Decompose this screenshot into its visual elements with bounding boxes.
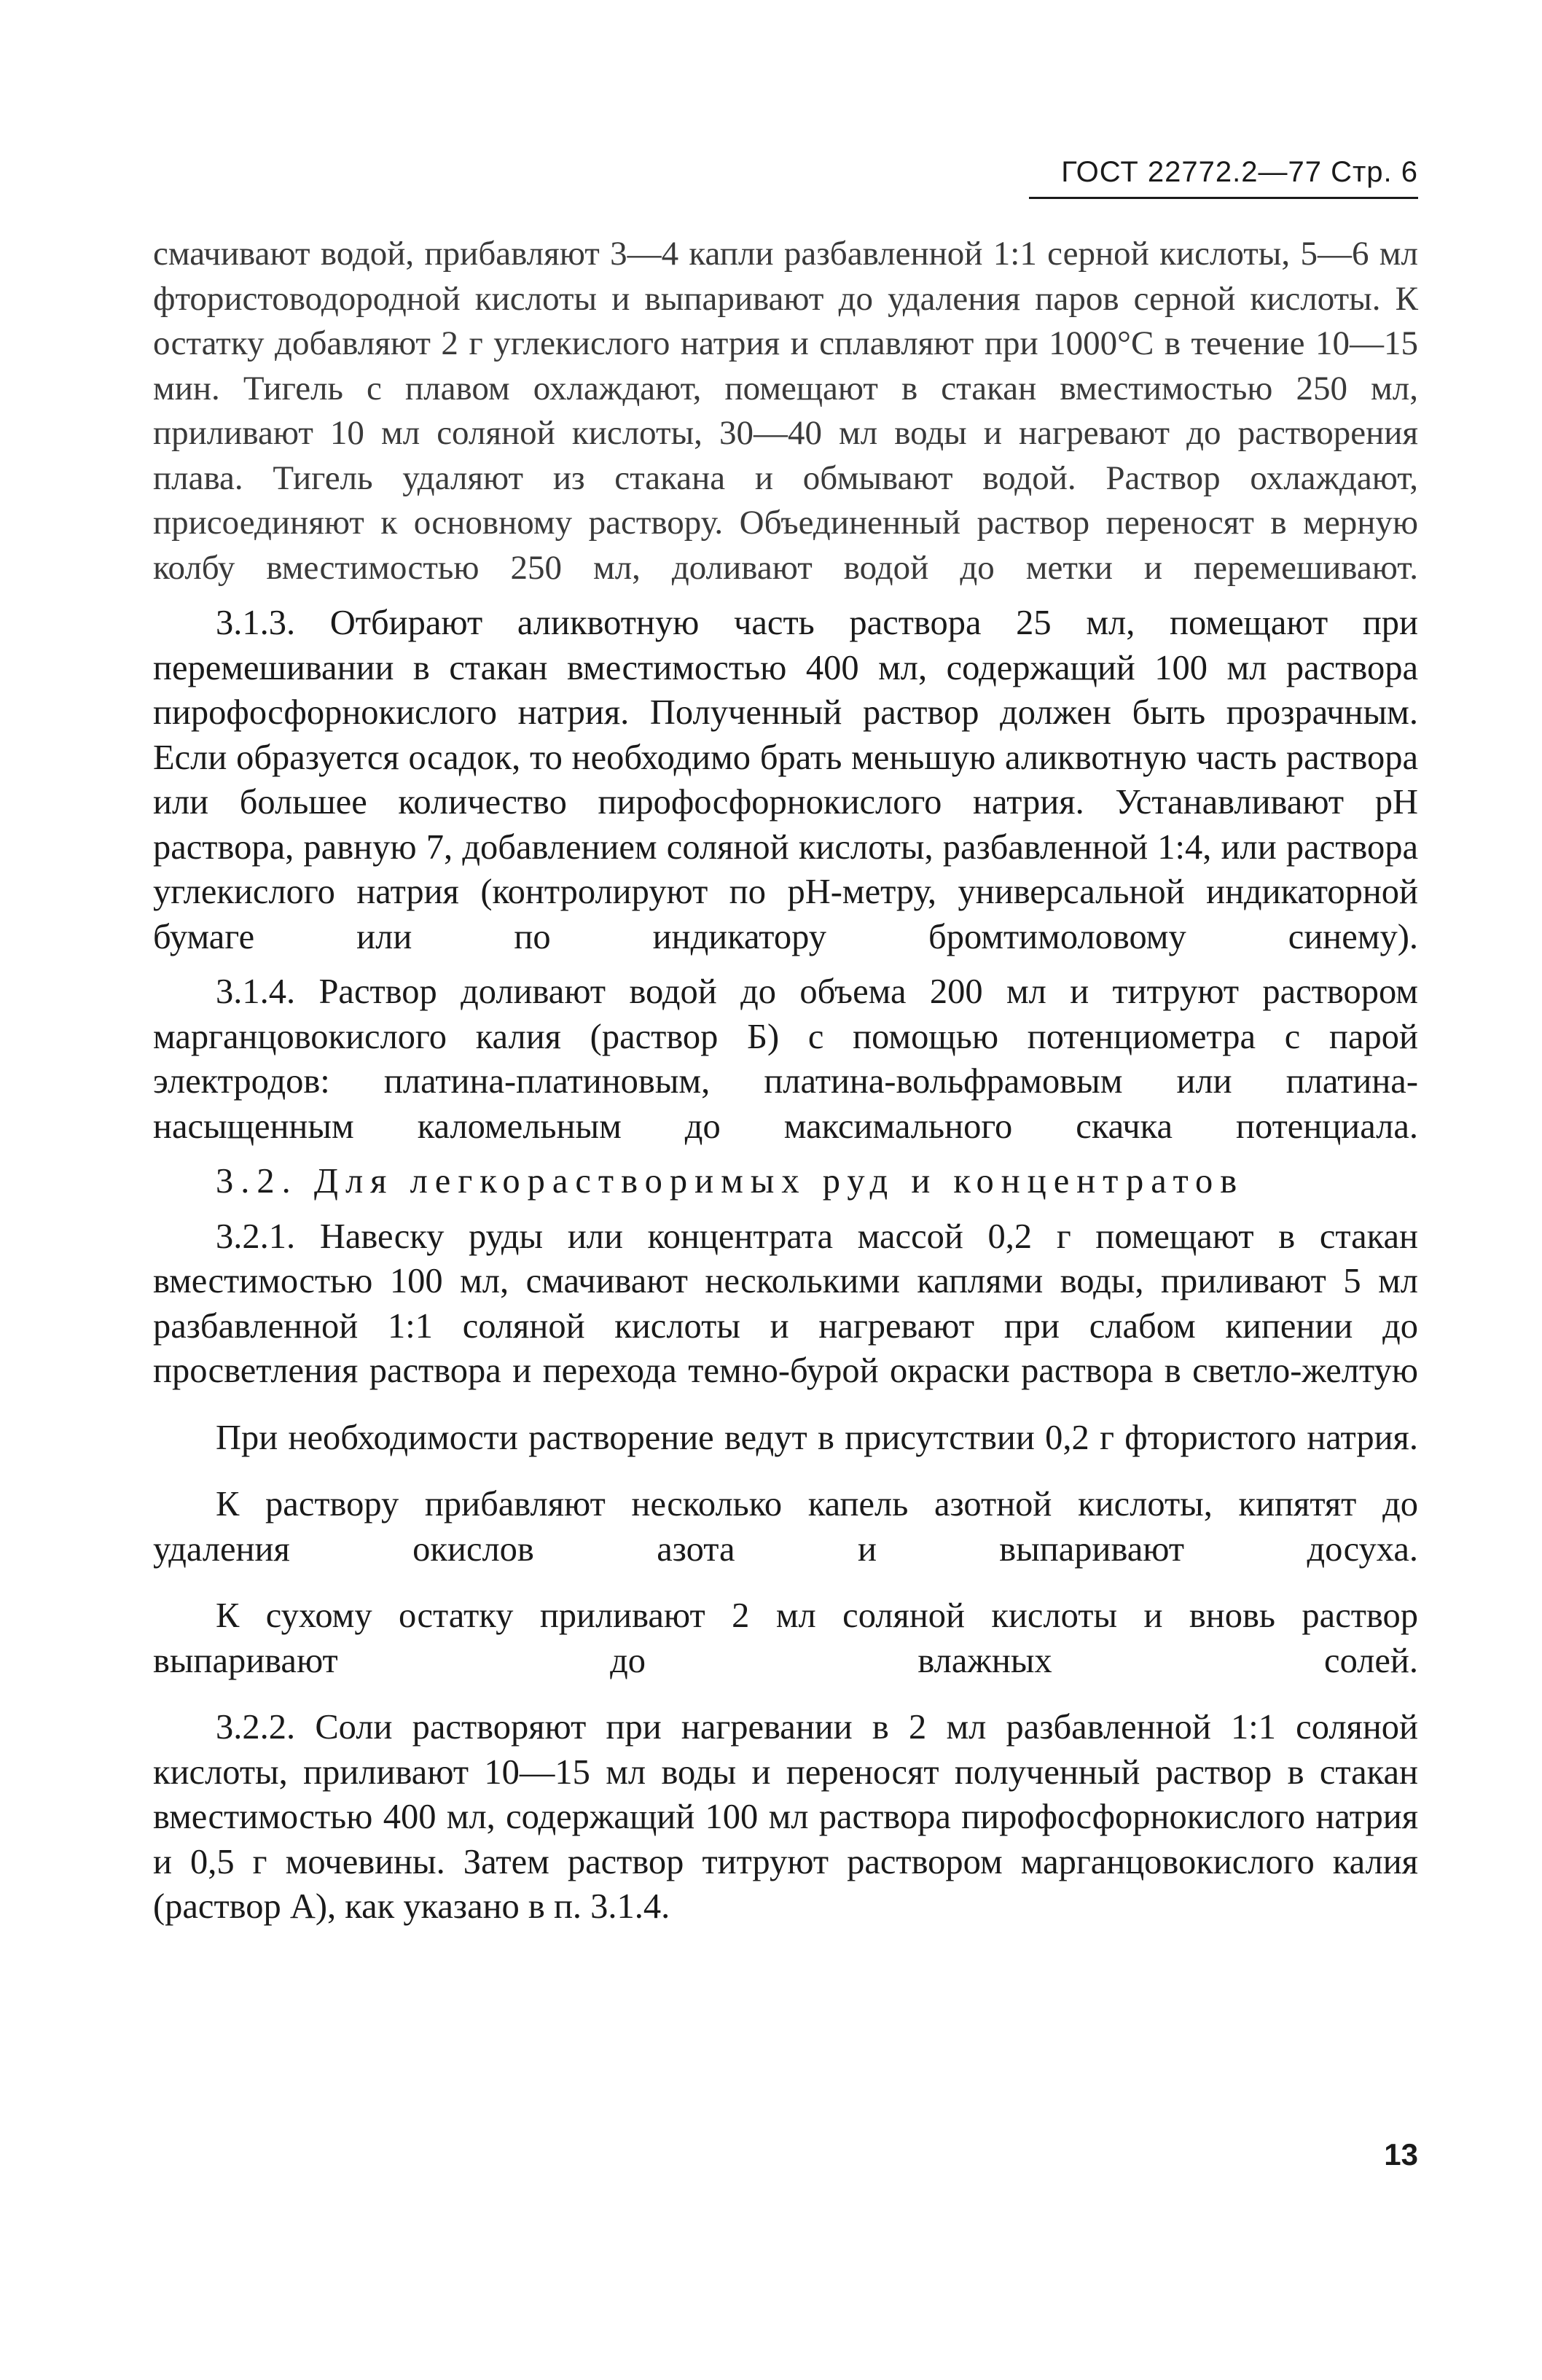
section-heading-3-2: 3.2. Для легкорастворимых руд и концентратов (216, 1162, 1245, 1201)
paragraph-3-1-4: 3.1.4. Раствор доливают водой до объема 200 мл и титруют раствором марганцовокислого калия (раствор Б) с помощью потенциометра с парой электродов: платина-платиновым, платина-вольфрамовым или платина-насыщенным каломельным до максимального скачка потенциала. (153, 972, 1418, 1146)
header-rule (1029, 197, 1418, 199)
document-body (153, 232, 1418, 1930)
paragraph-continuation: смачивают водой, прибавляют 3—4 капли разбавленной 1:1 серной кислоты, 5—6 мл фтористоводородной кислоты и выпаривают до удаления паров серной кислоты. К остатку добавляют 2 г углекислого натрия и сплавляют при 1000°С в течение 10—15 мин. Тигель с плавом охлаждают, помещают в стакан вместимостью 250 мл, приливают 10 мл соляной кислоты, 30—40 мл воды и нагревают до растворения плава. Тигель удаляют из стакана и обмывают водой. Раствор охлаждают, присоединяют к основному раствору. Объединенный раствор переносят в мерную колбу вместимостью 250 мл, доливают водой до метки и перемешивают. (153, 235, 1418, 587)
paragraph-dry-residue: К сухому остатку приливают 2 мл соляной кислоты и вновь раствор выпаривают до влажных солей. (153, 1596, 1418, 1680)
paragraph-3-2-1: 3.2.1. Навеску руды или концентрата массой 0,2 г помещают в стакан вместимостью 100 мл, смачивают несколькими каплями воды, приливают 5 мл разбавленной 1:1 соляной кислоты и нагревают при слабом кипении до просветления раствора и перехода темно-бурой окраски раствора в светло-желтую (153, 1217, 1418, 1390)
page-number: 13 (1384, 2137, 1418, 2172)
paragraph-3-2-2: 3.2.2. Соли растворяют при нагревании в 2 мл разбавленной 1:1 соляной кислоты, приливают 10—15 мл воды и переносят полученный раствор в стакан вместимостью 400 мл, содержащий 100 мл раствора пирофосфорнокислого натрия и 0,5 г мочевины. Затем раствор титруют раствором марганцовокислого калия (раствор А), как указано в п. 3.1.4. (153, 1708, 1418, 1926)
paragraph-dissolution-note: При необходимости растворение ведут в присутствии 0,2 г фтористого натрия. (216, 1418, 1418, 1457)
running-header: ГОСТ 22772.2—77 Стр. 6 (1061, 156, 1418, 188)
paragraph-nitric-acid: К раствору прибавляют несколько капель азотной кислоты, кипятят до удаления окислов азота и выпаривают досуха. (153, 1485, 1418, 1569)
paragraph-3-1-3: 3.1.3. Отбирают аликвотную часть раствора 25 мл, помещают при перемешивании в стакан вместимостью 400 мл, содержащий 100 мл раствора пирофосфорнокислого натрия. Полученный раствор должен быть прозрачным. Если образуется осадок, то необходимо брать меньшую аликвотную часть раствора или большее количество пирофосфорнокислого натрия. Устанавливают pH раствора, равную 7, добавлением соляной кислоты, разбавленной 1:4, или раствора углекислого натрия (контролируют по pH-метру, универсальной индикаторной бумаге или по индикатору бромтимоловому синему). (153, 604, 1418, 956)
